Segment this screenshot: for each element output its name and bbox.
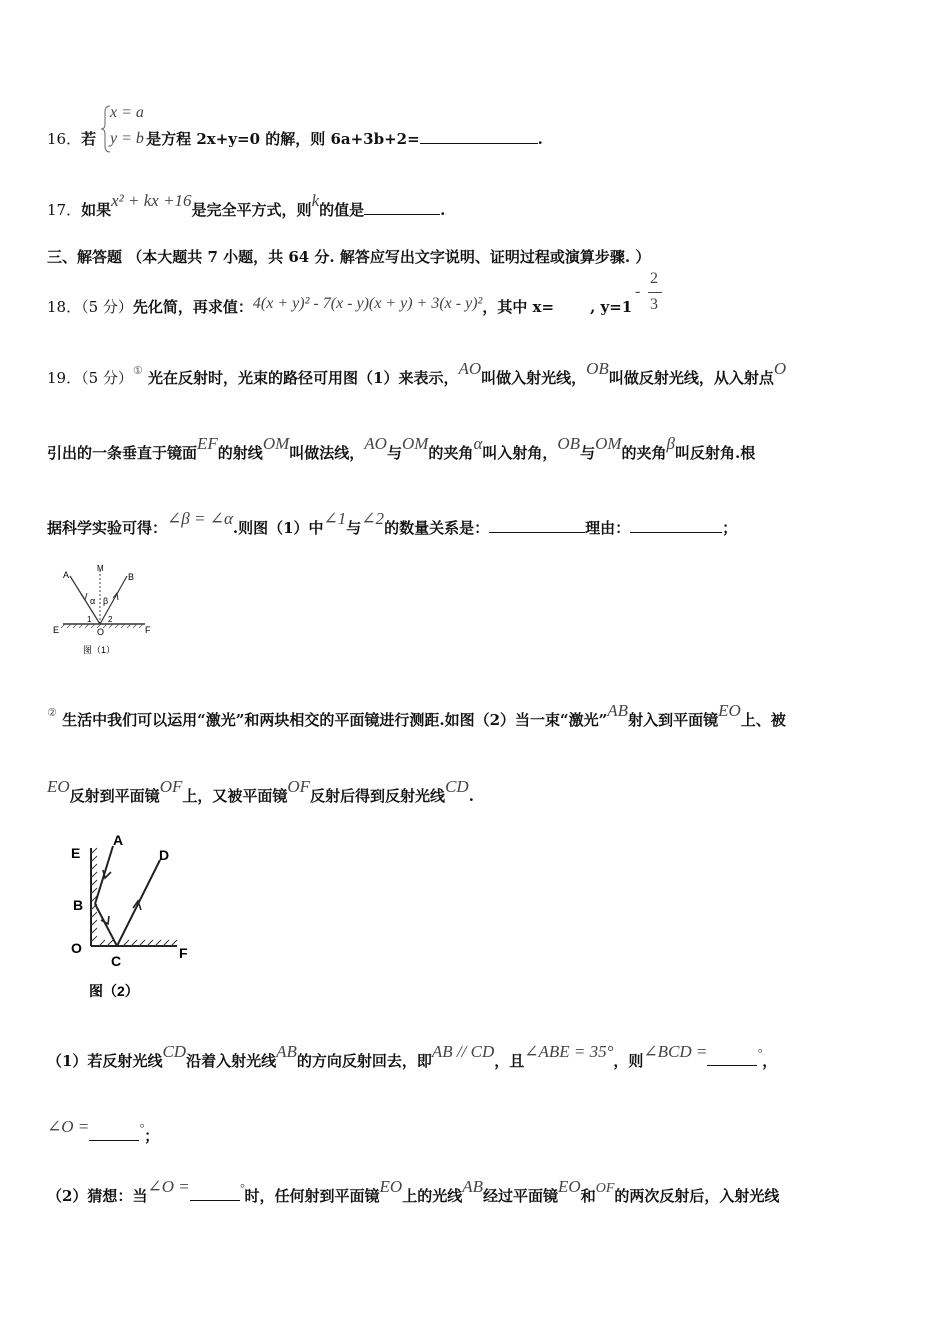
q19-l5b: 上，又被平面镜	[182, 787, 288, 805]
degree-sign-2: °	[139, 1121, 145, 1135]
fig1-label-2: 2	[108, 615, 113, 624]
q16-prefix: 若	[81, 130, 97, 148]
q19-l3c: 与	[346, 519, 362, 537]
sym-EO-3: EO	[379, 1177, 403, 1196]
q19-l4a: 生活中我们可以运用“激光”和两块相交的平面镜进行测距.如图（2）当一束“激光”	[62, 711, 608, 729]
q17-post-text: 的值是	[319, 201, 365, 219]
q19-p3f: 的两次反射后，入射光线	[614, 1187, 780, 1205]
sym-EO-2: EO	[47, 777, 70, 796]
q16-answer-blank[interactable]	[420, 142, 538, 144]
q18-where: ，其中 x=	[482, 298, 555, 316]
q17-expression: x² + kx +16	[111, 191, 192, 210]
q18-frac-den: 3	[650, 296, 658, 313]
q19-l5c: 反射后得到反射光线	[310, 787, 446, 805]
q19-l2d: 与	[386, 444, 402, 462]
q19-line3	[47, 509, 950, 538]
sym-angle1: ∠1	[323, 509, 347, 528]
fig2-label-O: O	[71, 940, 82, 956]
sym-AO-2: AO	[364, 434, 387, 453]
sym-AB-3: AB	[462, 1177, 483, 1196]
q17-end: .	[440, 201, 446, 219]
q19-l3a: 据科学实验可得：	[47, 519, 168, 537]
q19-l4b: 射入到平面镜	[628, 711, 719, 729]
q18-line	[47, 296, 950, 317]
q19-part2-marker: ②	[47, 706, 57, 719]
fig1-label-1: 1	[87, 615, 92, 624]
fig1-caption: 图（1）	[83, 645, 116, 655]
q19-p3e: 和	[580, 1187, 596, 1205]
q19-l4c: 上、被	[740, 711, 786, 729]
sym-AB: AB	[607, 701, 629, 720]
sym-OB: OB	[586, 359, 609, 378]
q17-prefix: 如果	[81, 201, 112, 219]
q19-p3a: （2）猜想：当	[47, 1187, 148, 1205]
q19-l2b: 的射线	[217, 444, 263, 462]
q19-angle-o-line	[47, 1117, 950, 1146]
sym-OM-2: OM	[401, 434, 429, 453]
q19-l2i: 叫反射角.根	[675, 444, 756, 462]
q19-line5	[47, 777, 950, 806]
q19-l1a: 光在反射时，光束的路径可用图（1）来表示，	[148, 369, 459, 387]
q16-end: .	[537, 130, 543, 148]
q19-score: （5 分）	[81, 369, 133, 387]
q16-equation-system	[100, 104, 152, 154]
q19-l3b: .则图（1）中	[232, 519, 324, 537]
relation-answer-blank[interactable]	[489, 531, 585, 533]
q19-l1b: 叫做入射光线，	[481, 369, 587, 387]
q19-number: 19．	[47, 369, 82, 387]
bcd-answer-blank[interactable]	[707, 1064, 757, 1066]
sym-OF: OF	[159, 777, 183, 796]
q16-text: 是方程 2x+y=0 的解，则 6a+3b+2=	[146, 130, 420, 148]
q19-p1d: ，且	[494, 1052, 525, 1070]
q17-line	[47, 191, 950, 220]
sym-CD-2: CD	[162, 1042, 187, 1061]
q19-l3e: 理由：	[585, 519, 631, 537]
fig1-label-alpha: α	[90, 596, 96, 606]
q19-p1f: ，	[762, 1052, 778, 1070]
sym-OM-3: OM	[595, 434, 622, 453]
fig1-label-O: O	[97, 627, 105, 637]
q17-middle-text: 是完全平方式，则	[191, 201, 312, 219]
sym-AO: AO	[458, 359, 482, 378]
angle-o-answer-blank[interactable]	[89, 1139, 139, 1141]
section-3-title: 三、解答题 （本大题共 7 小题，共 64 分. 解答应写出文字说明、证明过程或演算步骤. ）	[47, 248, 651, 266]
sym-O: O	[773, 359, 787, 378]
q19-p1a: （1）若反射光线	[47, 1052, 163, 1070]
q17-number: 17．	[47, 201, 82, 219]
q17-answer-blank[interactable]	[364, 213, 440, 215]
degree-sign-3: °	[239, 1181, 245, 1195]
fig1-label-beta: β	[103, 596, 109, 606]
angle-ABE: ∠ABE = 35°	[524, 1042, 614, 1061]
fig2-label-C: C	[111, 953, 122, 969]
q18-frac-bar	[648, 292, 662, 293]
guess-angle-blank[interactable]	[190, 1199, 240, 1201]
fig1-label-B: B	[128, 572, 135, 582]
sym-beta: β	[666, 434, 676, 453]
q19-part1-marker: ①	[132, 364, 143, 377]
q16-sys-line2: y = b	[110, 130, 144, 147]
sym-CD: CD	[445, 777, 469, 796]
sym-AB-2: AB	[276, 1042, 297, 1061]
q18-neg-sign: -	[635, 283, 641, 300]
q18-y-value: , y=1	[590, 298, 633, 316]
q19-p3c: 上的光线	[402, 1187, 463, 1205]
degree-sign: °	[757, 1046, 763, 1060]
sym-alpha: α	[473, 434, 483, 453]
sym-EO: EO	[718, 701, 741, 720]
angle-BCD: ∠BCD =	[643, 1042, 708, 1061]
sym-OF-3: OF	[595, 1181, 615, 1196]
sym-angle2: ∠2	[361, 509, 385, 528]
sym-OB-2: OB	[557, 434, 581, 453]
fig2-label-E: E	[71, 845, 81, 861]
q16-number: 16．	[47, 130, 82, 148]
fig2-label-F: F	[179, 945, 188, 961]
q19-p1e: ，则	[613, 1052, 644, 1070]
ray-BC	[95, 904, 117, 946]
reason-answer-blank[interactable]	[630, 531, 722, 533]
q18-frac-num: 2	[650, 270, 658, 287]
fig1-label-F: F	[145, 625, 151, 635]
q17-k: k	[311, 191, 320, 210]
fig2-caption: 图（2）	[89, 983, 139, 999]
figure-1-diagram	[45, 562, 165, 667]
q19-l2c: 叫做法线，	[289, 444, 365, 462]
sym-OF-2: OF	[287, 777, 311, 796]
q18-text: 先化简，再求值：	[132, 298, 253, 316]
fig2-label-B: B	[73, 897, 84, 913]
q19-l1c: 叫做反射光线，从入射点	[608, 369, 774, 387]
q19-l2a: 引出的一条垂直于镜面	[47, 444, 198, 462]
ab-parallel-cd: AB // CD	[431, 1042, 495, 1061]
q19-l2g: 与	[580, 444, 596, 462]
q19-l2h: 的夹角	[621, 444, 667, 462]
q19-p1b: 沿着入射光线	[186, 1052, 277, 1070]
sym-OM: OM	[262, 434, 290, 453]
fig2-label-A: A	[113, 832, 124, 848]
q19-l2e: 的夹角	[428, 444, 474, 462]
q19-p3b: 时，任何射到平面镜	[244, 1187, 380, 1205]
q16-line	[47, 128, 927, 149]
fig1-label-A: A	[63, 570, 70, 580]
q19-sub2-line	[47, 1177, 950, 1206]
q19-l5a: 反射到平面镜	[69, 787, 160, 805]
fig2-label-D: D	[159, 847, 170, 863]
fig1-label-M: M	[97, 564, 104, 573]
q16-sys-line1: x = a	[110, 104, 144, 121]
sym-EO-4: EO	[558, 1177, 581, 1196]
q19-l5d: .	[468, 787, 474, 805]
angle-O-2: ∠O =	[147, 1177, 190, 1196]
fig1-label-E: E	[53, 625, 60, 635]
q18-expression: 4(x + y)² - 7(x - y)(x + y) + 3(x - y)²	[252, 295, 483, 312]
q19-l3d: 的数量关系是：	[384, 519, 490, 537]
q19-p3d: 经过平面镜	[483, 1187, 559, 1205]
angle-O: ∠O =	[47, 1117, 90, 1136]
q19-line2	[47, 434, 950, 463]
q18-fraction	[635, 270, 665, 318]
eq-beta-alpha: ∠β = ∠α	[167, 509, 233, 528]
q19-p1c: 的方向反射回去，即	[296, 1052, 432, 1070]
q18-score: （5 分）	[81, 298, 133, 316]
q19-l3f: ；	[722, 519, 738, 537]
q19-sub1-line	[47, 1042, 950, 1071]
sym-EF: EF	[197, 434, 218, 453]
q19-line1	[47, 359, 950, 388]
q19-p2end: ；	[144, 1127, 160, 1145]
q19-line4	[47, 701, 950, 730]
figure-2-diagram	[65, 828, 200, 1003]
q19-l2f: 叫入射角，	[482, 444, 558, 462]
q18-number: 18．	[47, 298, 82, 316]
